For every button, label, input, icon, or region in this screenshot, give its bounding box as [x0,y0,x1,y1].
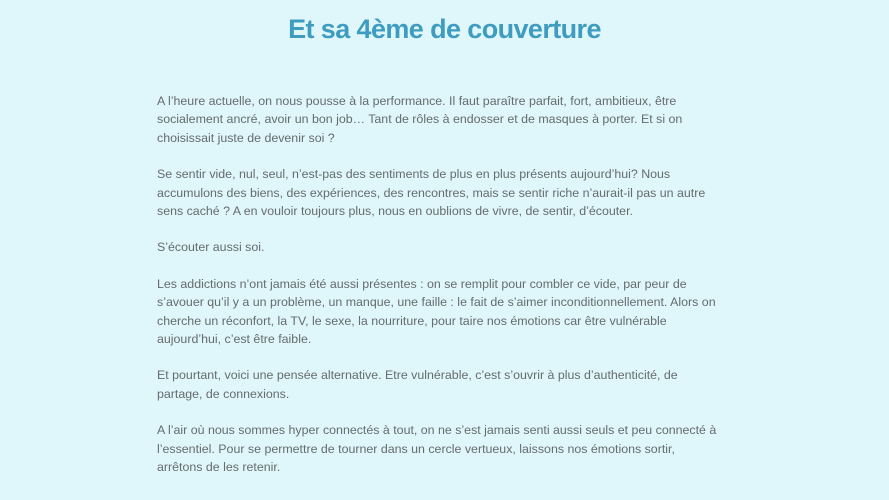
paragraph: A l’air où nous sommes hyper connectés à tout, on ne s’est jamais senti aussi seuls et peu connecté à l’essentiel. Pour se permettre de tourner dans un cercle vertueux, laissons nos émotions sortir, arrêtons de les retenir. [157,423,717,475]
paragraph: Les addictions n’ont jamais été aussi présentes : on se remplit pour combler ce vide, par peur de s’avouer qu’il y a un problème, un manque, une faille : le fait de s’aimer inconditionnellement. Alors on cherche un réconfort, la TV, le sexe, la nourriture, pour taire nos émotions car être vulnérable aujourd’hui, c’est être faible. [157,276,716,347]
paragraph: S’écouter aussi soi. [157,240,265,255]
paragraph: Se sentir vide, nul, seul, n’est-pas des sentiments de plus en plus présents aujourd’hui? Nous accumulons des biens, des expériences, des rencontres, mais se sentir riche n’aurait-il pas un autre sens caché ? A en vouloir toujours plus, nous en oublions de vivre, de sentir, d’écouter. [157,167,706,219]
page-title: Et sa 4ème de couverture [288,14,601,44]
back-cover-text [157,92,717,495]
paragraph: A l’heure actuelle, on nous pousse à la performance. Il faut paraître parfait, fort, ambitieux, être socialement ancré, avoir un bon job… Tant de rôles à endosser et de masques à porter. Et si on choisissait juste de devenir soi ? [157,94,683,145]
paragraph: Et pourtant, voici une pensée alternative. Etre vulnérable, c’est s’ouvrir à plus d’authenticité, de partage, de connexions. [157,368,678,401]
